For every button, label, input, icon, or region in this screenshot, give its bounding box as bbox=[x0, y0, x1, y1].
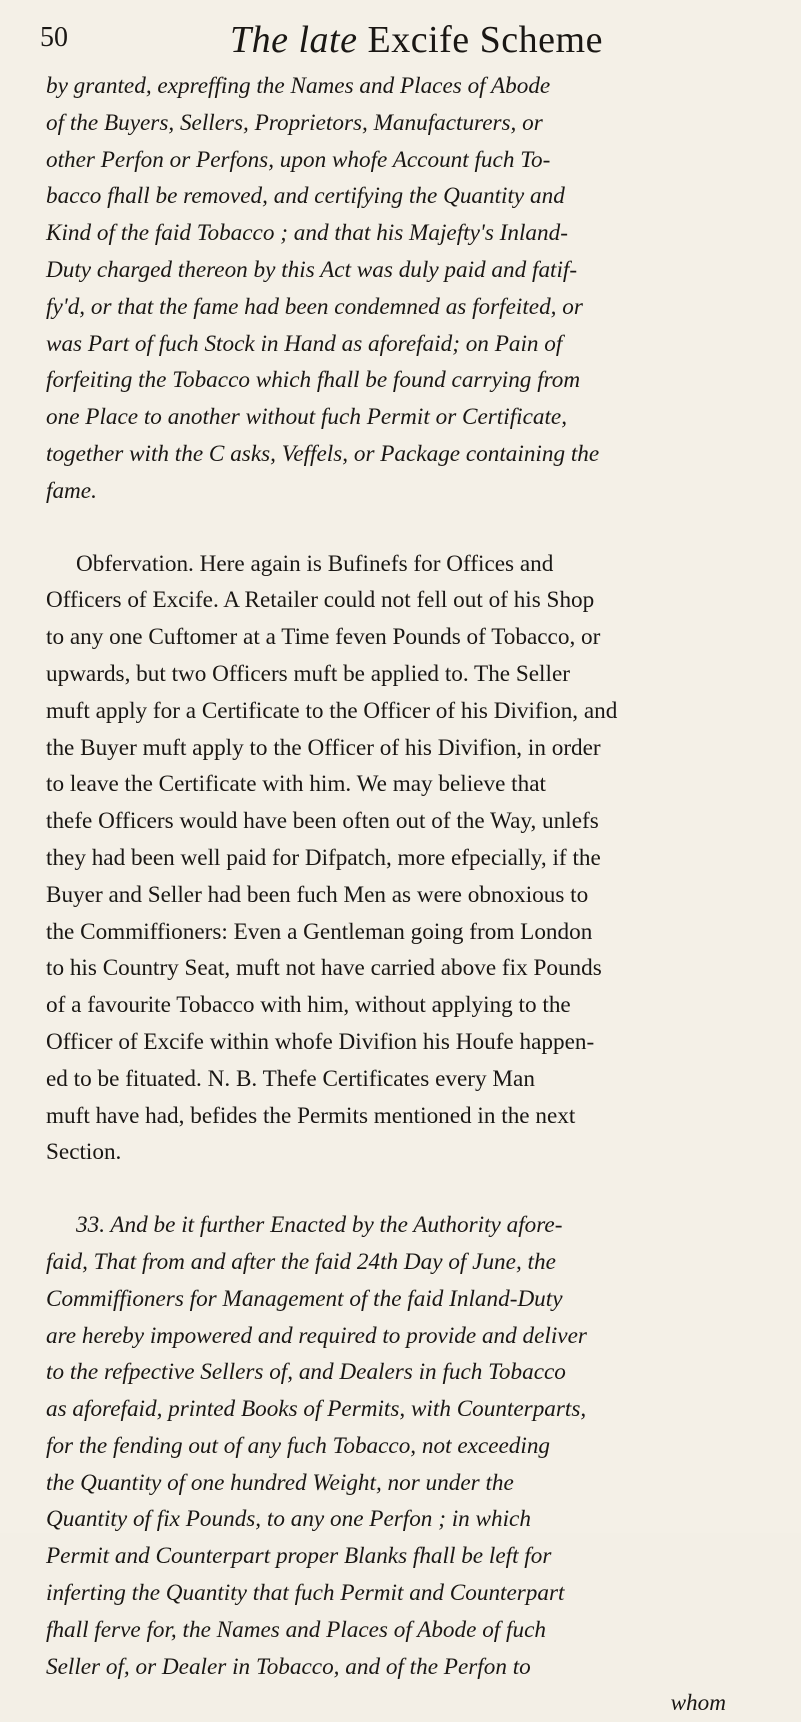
text-line: thefe Officers would have been often out of the Way, unlefs bbox=[46, 808, 599, 835]
text-line: ed to be fituated. N. B. Thefe Certificates every Man bbox=[46, 1065, 535, 1092]
text-line: fame. bbox=[46, 477, 97, 504]
text-line: fhall ferve for, the Names and Places of Abode of fuch bbox=[46, 1616, 546, 1643]
page-body bbox=[46, 68, 766, 1722]
page-number: 50 bbox=[40, 22, 68, 53]
text-line: Commiffioners for Management of the faid Inland-Duty bbox=[46, 1285, 563, 1312]
text-line: bacco fhall be removed, and certifying the Quantity and bbox=[46, 183, 565, 210]
text-line: Buyer and Seller had been fuch Men as were obnoxious to bbox=[46, 881, 589, 908]
text-line: of the Buyers, Sellers, Proprietors, Manufacturers, or bbox=[46, 109, 543, 136]
paragraph-gap bbox=[46, 1171, 766, 1207]
text-line: faid, That from and after the faid 24th Day of June, the bbox=[46, 1248, 556, 1275]
text-line: upwards, but two Officers muft be applied to. The Seller bbox=[46, 660, 570, 687]
text-line: Permit and Counterpart proper Blanks fhall be left for bbox=[46, 1543, 552, 1570]
text-line: Officer of Excife within whofe Divifion his Houfe happen- bbox=[46, 1028, 595, 1055]
text-line: to the refpective Sellers of, and Dealers in fuch Tobacco bbox=[46, 1359, 566, 1386]
text-line: was Part of fuch Stock in Hand as aforefaid; on Pain of bbox=[46, 330, 563, 357]
text-line: they had been well paid for Difpatch, more efpecially, if the bbox=[46, 844, 601, 871]
text-line: inferting the Quantity that fuch Permit and Counterpart bbox=[46, 1580, 565, 1607]
text-line: by granted, expreffing the Names and Places of Abode bbox=[46, 73, 551, 99]
text-line: as aforefaid, printed Books of Permits, with Counterparts, bbox=[46, 1396, 587, 1423]
text-line: muft apply for a Certificate to the Officer of his Divifion, and bbox=[46, 697, 618, 724]
running-title-roman: Excife Scheme bbox=[367, 19, 603, 61]
page-header bbox=[40, 12, 760, 61]
text-line: one Place to another without fuch Permit or Certificate, bbox=[46, 404, 567, 431]
text-line: Section. bbox=[46, 1139, 122, 1166]
text-line: Obfervation. Here again is Bufinefs for Offices and bbox=[76, 550, 554, 577]
text-line: to leave the Certificate with him. We may believe that bbox=[46, 771, 546, 798]
paragraph-section-33 bbox=[46, 1207, 766, 1722]
text-line: fy'd, or that the fame had been condemned as forfeited, or bbox=[46, 293, 583, 320]
running-title-italic: The late bbox=[230, 19, 358, 61]
paragraph-permit-terms bbox=[46, 68, 766, 510]
paragraph-gap bbox=[46, 510, 766, 546]
text-line: of a favourite Tobacco with him, without applying to the bbox=[46, 992, 571, 1019]
text-line: for the fending out of any fuch Tobacco, not exceeding bbox=[46, 1432, 551, 1459]
text-line: Quantity of fix Pounds, to any one Perfon ; in which bbox=[46, 1506, 531, 1533]
text-line: 33. And be it further Enacted by the Authority afore- bbox=[76, 1212, 563, 1239]
text-line: the Buyer muft apply to the Officer of his Divifion, in order bbox=[46, 734, 601, 761]
text-line: to any one Cuftomer at a Time feven Pounds of Tobacco, or bbox=[46, 624, 601, 651]
text-line: other Perfon or Perfons, upon whofe Account fuch To- bbox=[46, 146, 551, 173]
text-line: the Quantity of one hundred Weight, nor under the bbox=[46, 1469, 514, 1496]
running-title bbox=[230, 18, 603, 62]
text-line: Duty charged thereon by this Act was duly paid and fatif- bbox=[46, 256, 578, 283]
text-line: Kind of the faid Tobacco ; and that his Majefty's Inland- bbox=[46, 220, 568, 247]
text-line: Seller of, or Dealer in Tobacco, and of the Perfon to bbox=[46, 1653, 531, 1680]
catchword: whom bbox=[670, 1690, 726, 1717]
paragraph-observation bbox=[46, 546, 766, 1172]
text-line: Officers of Excife. A Retailer could not fell out of his Shop bbox=[46, 587, 595, 614]
text-line: together with the C asks, Veffels, or Package containing the bbox=[46, 440, 600, 467]
text-line: muft have had, befides the Permits mentioned in the next bbox=[46, 1102, 576, 1129]
text-line: to his Country Seat, muft not have carried above fix Pounds bbox=[46, 955, 602, 982]
text-line: the Commiffioners: Even a Gentleman going from London bbox=[46, 918, 593, 945]
text-line: forfeiting the Tobacco which fhall be found carrying from bbox=[46, 367, 581, 394]
text-line: are hereby impowered and required to provide and deliver bbox=[46, 1322, 587, 1349]
